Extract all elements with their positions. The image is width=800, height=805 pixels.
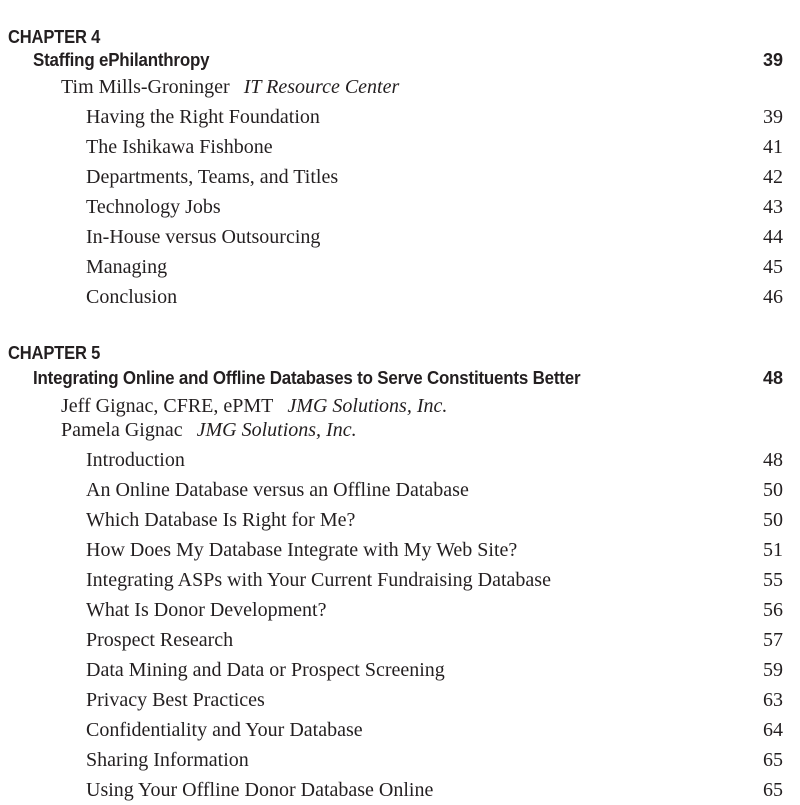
toc-entry-title: What Is Donor Development? (86, 599, 327, 621)
toc-entry-title: Sharing Information (86, 749, 249, 771)
toc-entry[interactable] (86, 196, 783, 222)
toc-entry-title: Having the Right Foundation (86, 106, 320, 128)
toc-entry[interactable] (86, 286, 783, 312)
toc-entry-page: 56 (763, 599, 783, 621)
chapter-5-title[interactable]: Integrating Online and Offline Databases to Serve Constituents Better (33, 368, 581, 388)
toc-entry[interactable] (86, 106, 783, 132)
toc-entry-page: 39 (763, 106, 783, 128)
toc-entry[interactable] (86, 479, 783, 505)
toc-entry-page: 55 (763, 569, 783, 591)
toc-entry[interactable] (86, 749, 783, 775)
toc-entry-title: Data Mining and Data or Prospect Screening (86, 659, 445, 681)
author-name: Tim Mills-Groninger (61, 76, 230, 98)
author-name: Jeff Gignac, CFRE, ePMT (61, 395, 274, 417)
toc-entry-title: Integrating ASPs with Your Current Fundraising Database (86, 569, 551, 591)
toc-entry-title: Conclusion (86, 286, 178, 308)
toc-entry-title: Using Your Offline Donor Database Online (86, 779, 434, 801)
toc-entry[interactable] (86, 719, 783, 745)
toc-entry[interactable] (86, 539, 783, 565)
toc-entry-title: Privacy Best Practices (86, 689, 265, 711)
chapter-5-page-number: 48 (762, 368, 783, 388)
toc-entry[interactable] (86, 659, 783, 685)
toc-entry-page: 41 (763, 136, 783, 158)
toc-entry-title: Confidentiality and Your Database (86, 719, 363, 741)
chapter-4-label: CHAPTER 4 (8, 27, 101, 47)
toc-entry-page: 65 (763, 779, 783, 801)
toc-entry[interactable] (86, 599, 783, 625)
toc-entry[interactable] (86, 779, 783, 805)
toc-entry-title: In-House versus Outsourcing (86, 226, 321, 248)
chapter-5-author-2 (61, 419, 357, 442)
author-affiliation: IT Resource Center (243, 76, 400, 98)
toc-entry-page: 48 (763, 449, 783, 471)
author-affiliation: JMG Solutions, Inc. (196, 419, 357, 441)
toc-entry-title: The Ishikawa Fishbone (86, 136, 273, 158)
toc-entry-page: 59 (763, 659, 783, 681)
toc-entry-title: Managing (86, 256, 168, 278)
toc-entry[interactable] (86, 449, 783, 475)
chapter-5-author-1 (61, 395, 447, 418)
toc-entry-title: Departments, Teams, and Titles (86, 166, 339, 188)
toc-entry[interactable] (86, 569, 783, 595)
toc-entry-page: 57 (763, 629, 783, 651)
chapter-4-author-1 (61, 76, 399, 99)
chapter-4-title[interactable]: Staffing ePhilanthropy (33, 50, 210, 70)
chapter-5-label: CHAPTER 5 (8, 343, 101, 363)
toc-entry-title: An Online Database versus an Offline Database (86, 479, 469, 501)
toc-entry-title: How Does My Database Integrate with My Web Site? (86, 539, 518, 561)
toc-entry[interactable] (86, 136, 783, 162)
toc-entry-page: 63 (763, 689, 783, 711)
author-name: Pamela Gignac (61, 419, 183, 441)
toc-entry[interactable] (86, 256, 783, 282)
toc-entry[interactable] (86, 509, 783, 535)
toc-entry-title: Prospect Research (86, 629, 234, 651)
toc-entry-page: 51 (763, 539, 783, 561)
toc-entry[interactable] (86, 689, 783, 715)
toc-entry-page: 42 (763, 166, 783, 188)
toc-entry-page: 64 (763, 719, 783, 741)
toc-entry-page: 45 (763, 256, 783, 278)
toc-entry[interactable] (86, 629, 783, 655)
toc-entry-page: 44 (763, 226, 783, 248)
toc-entry[interactable] (86, 226, 783, 252)
author-affiliation: JMG Solutions, Inc. (287, 395, 448, 417)
toc-entry-title: Which Database Is Right for Me? (86, 509, 356, 531)
toc-entry-page: 65 (763, 749, 783, 771)
toc-entry-title: Introduction (86, 449, 185, 471)
toc-entry-page: 46 (763, 286, 783, 308)
chapter-4-page-number: 39 (762, 50, 783, 70)
toc-entry-page: 50 (763, 479, 783, 501)
toc-entry-page: 50 (763, 509, 783, 531)
toc-entry[interactable] (86, 166, 783, 192)
toc-entry-page: 43 (763, 196, 783, 218)
toc-entry-title: Technology Jobs (86, 196, 221, 218)
